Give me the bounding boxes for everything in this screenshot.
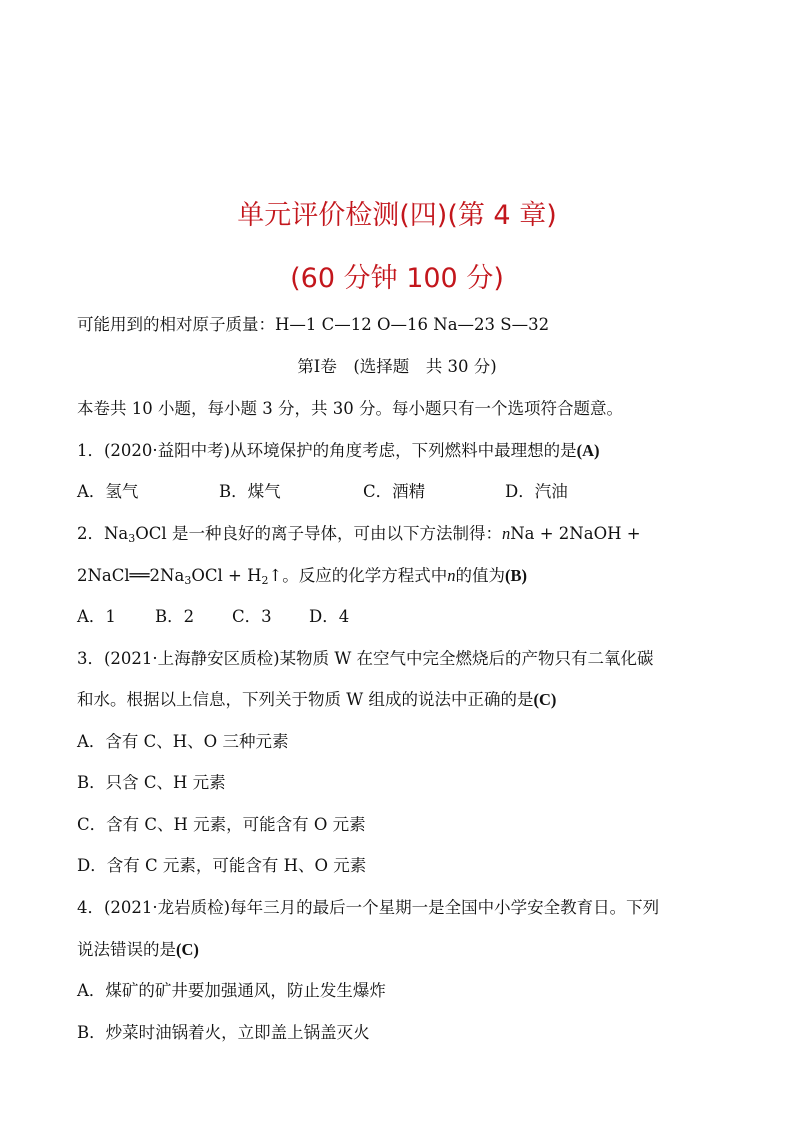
question-2-option-b: B．2: [155, 607, 195, 626]
question-1-text: 1．(2020·益阳中考)从环境保护的角度考虑，下列燃料中最理想的是: [77, 441, 577, 460]
question-4-answer: (C): [176, 940, 199, 959]
section-heading: 第Ⅰ卷 (选择题 共 30 分): [297, 357, 497, 376]
question-2-answer: (B): [505, 566, 528, 585]
question-2-text-f: ↑。反应的化学方程式中: [268, 566, 448, 585]
question-1-option-a: A．氢气: [77, 482, 139, 501]
document-title: 单元评价检测(四)(第 4 章): [237, 200, 557, 231]
section-instructions: 本卷共 10 小题，每小题 3 分，共 30 分。每小题只有一个选项符合题意。: [77, 399, 623, 418]
question-4-option-b: B．炒菜时油锅着火，立即盖上锅盖灭火: [77, 1023, 370, 1042]
question-2-text-c: Na + 2NaOH +: [510, 524, 641, 543]
question-1-option-d: D．汽油: [505, 482, 568, 501]
question-3-option-c: C．含有 C、H 元素，可能含有 O 元素: [77, 815, 366, 834]
question-2-subscript-c: 2: [261, 574, 269, 587]
question-3-option-b: B．只含 C、H 元素: [77, 773, 226, 792]
question-1-answer: (A): [576, 441, 600, 460]
question-2-option-a: A．1: [77, 607, 116, 626]
atomic-masses-line: 可能用到的相对原子质量：H—1 C—12 O—16 Na—23 S—32: [77, 315, 550, 334]
question-3-option-d: D．含有 C 元素，可能含有 H、O 元素: [77, 856, 367, 875]
question-2-stem-line-2: [77, 566, 527, 591]
question-2-text-a: 2．Na: [77, 524, 129, 543]
question-2-subscript-b: 3: [184, 574, 192, 587]
question-3-text: 和水。根据以上信息，下列关于物质 W 组成的说法中正确的是: [77, 690, 534, 709]
question-2-variable-n-2: n: [447, 566, 456, 585]
question-1-stem: [77, 441, 600, 461]
question-4-text: 说法错误的是: [77, 940, 176, 959]
question-2-stem-line-1: [77, 524, 641, 549]
question-3-stem-line-2: [77, 690, 556, 710]
question-2-subscript-a: 3: [128, 532, 136, 545]
document-subtitle: (60 分钟 100 分): [290, 263, 504, 294]
question-4-stem-line-2: [77, 940, 199, 960]
question-2-text-b: OCl 是一种良好的离子导体，可由以下方法制得：: [135, 524, 502, 543]
question-2-text-e: OCl + H: [191, 566, 262, 585]
question-1-option-c: C．酒精: [363, 482, 426, 501]
question-3-stem-line-1: 3．(2021·上海静安区质检)某物质 W 在空气中完全燃烧后的产物只有二氧化碳: [77, 649, 654, 668]
question-4-option-a: A．煤矿的矿井要加强通风，防止发生爆炸: [77, 981, 386, 1000]
question-1-option-b: B．煤气: [219, 482, 281, 501]
question-2-option-c: C．3: [232, 607, 272, 626]
question-2-option-d: D．4: [309, 607, 350, 626]
question-2-text-d: 2NaCl══2Na: [77, 566, 185, 585]
question-3-answer: (C): [533, 690, 557, 709]
question-2-text-g: 的值为: [455, 566, 506, 585]
question-4-stem-line-1: 4．(2021·龙岩质检)每年三月的最后一个星期一是全国中小学安全教育日。下列: [77, 898, 660, 917]
question-2-variable-n: n: [501, 524, 511, 543]
question-3-option-a: A．含有 C、H、O 三种元素: [77, 732, 289, 751]
